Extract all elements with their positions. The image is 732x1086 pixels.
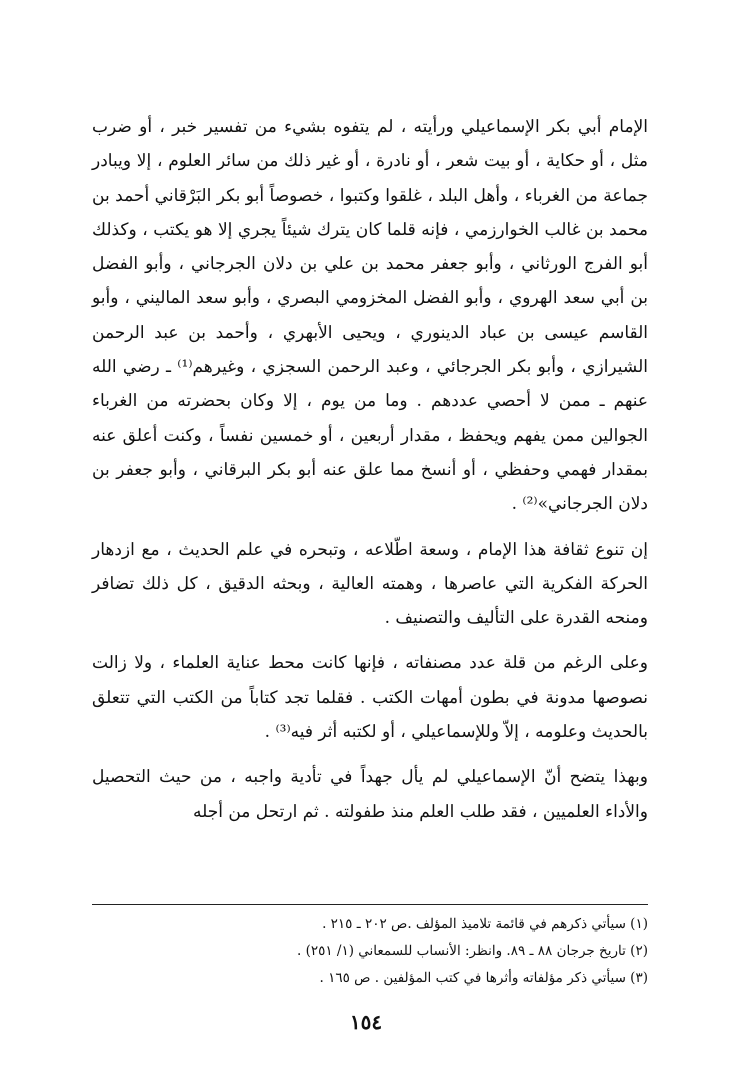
footnotes xyxy=(92,911,648,992)
footnote-separator xyxy=(92,904,648,905)
paragraph-2: إن تنوع ثقافة هذا الإمام ، وسعة اطّلاعه ، وتبحره في علم الحديث ، مع ازدهار الحركة الفكرية التي عاصرها ، وهمته العالية ، وبحثه الدقيق ، كل ذلك تضافر ومنحه القدرة على التأليف والتصنيف . xyxy=(92,539,648,629)
footnote-2: (٢) تاريخ جرجان ٨٨ ـ ٨٩. وانظر: الأنساب للسمعاني (١/ ٢٥١) . xyxy=(297,943,648,959)
main-text xyxy=(92,110,648,829)
footnote-3: (٣) سيأتي ذكر مؤلفاته وأثرها في كتب المؤلفين . ص ١٦٥ . xyxy=(319,970,648,986)
paragraph-3: وعلى الرغم من قلة عدد مصنفاته ، فإنها كانت محط عناية العلماء ، ولا زالت نصوصها مدونة في بطون أمهات الكتب . فقلما تجد كتاباً من الكتب التي تتعلق بالحديث وعلومه ، إلاّ وللإسماعيلي ، أو لكتبه أثر فيه⁽³⁾ . xyxy=(92,653,648,743)
footnote-1: (١) سيأتي ذكرهم في قائمة تلاميذ المؤلف .ص ٢٠٢ ـ ٢١٥ . xyxy=(322,916,648,932)
paragraph-1: الإمام أبي بكر الإسماعيلي ورأيته ، لم يتفوه بشيء من تفسير خبر ، أو ضرب مثل ، أو حكاية ، أو بيت شعر ، أو نادرة ، أو غير ذلك من سائر العلوم ، إلا ويبادر جماعة من الغرباء ، وأهل البلد ، غلقوا وكتبوا ، خصوصاً أبو بكر البَرْقاني أحمد بن محمد بن غالب الخوارزمي ، فإنه قلما كان يترك شيئاً يجري إلا هو يكتب ، وكذلك أبو الفرج الورثاني ، وأبو جعفر محمد بن علي بن دلان الجرجاني ، وأبو الفضل بن أبي سعد الهروي ، وأبو الفضل المخزومي البصري ، وأبو سعد الماليني ، وأبو القاسم عيسى بن عباد الدينوري ، ويحيى الأبهري ، وأحمد بن عبد الرحمن الشيرازي ، وأبو بكر الجرجائي ، وعبد الرحمن السجزي ، وغيرهم⁽¹⁾ ـ رضي الله عنهم ـ ممن لا أحصي عددهم . وما من يوم ، إلا وكان بحضرته من الغرباء الجوالين ممن يفهم ويحفظ ، مقدار أربعين ، أو خمسين نفساً ، وكنت أعلق عنه بمقدار فهمي وحفظي ، أو أنسخ مما علق عنه أبو بكر البرقاني ، وأبو جعفر بن دلان الجرجاني»⁽²⁾ . xyxy=(92,117,648,515)
page-number: ١٥٤ xyxy=(349,1010,383,1034)
paragraph-4: وبهذا يتضح أنّ الإسماعيلي لم يأل جهداً في تأدية واجبه ، من حيث التحصيل والأداء العلميين ، فقد طلب العلم منذ طفولته . ثم ارتحل من أجله xyxy=(92,767,648,822)
